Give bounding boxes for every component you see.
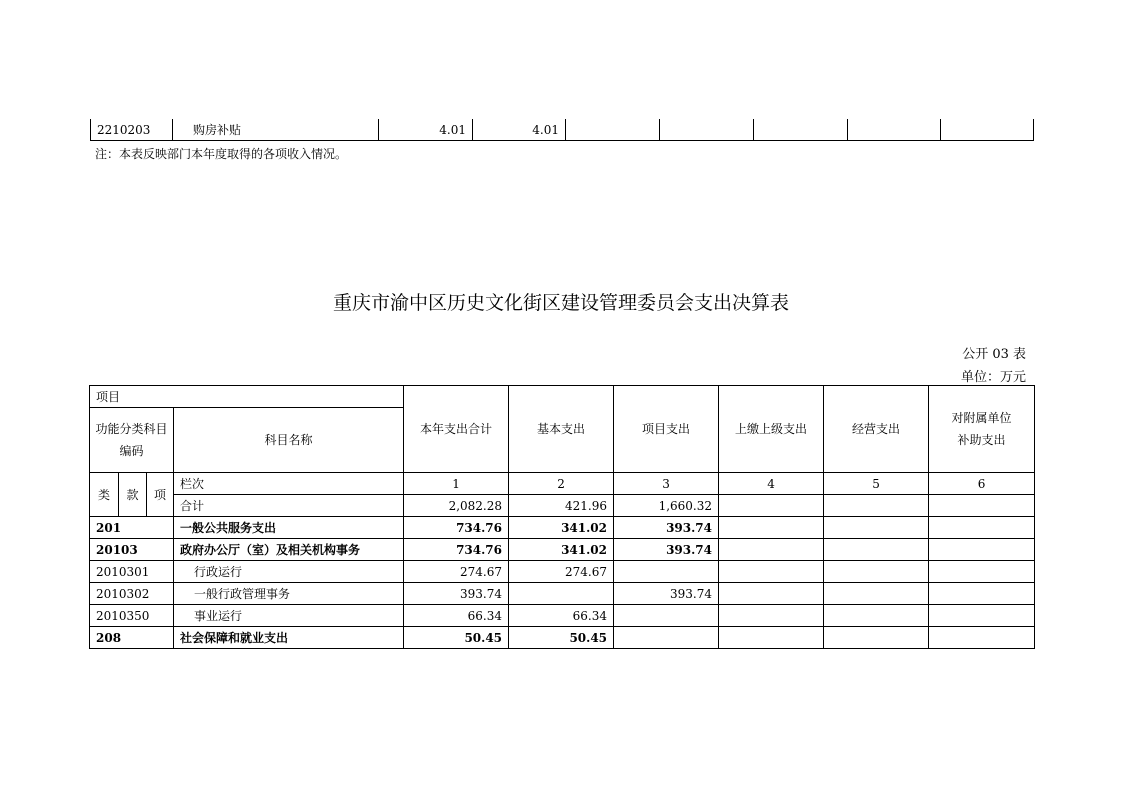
header-total: 本年支出合计 <box>404 386 509 473</box>
header-subsidy: 对附属单位补助支出 <box>929 386 1035 473</box>
project-value <box>614 605 719 627</box>
basic-value: 421.96 <box>509 495 614 517</box>
row-name: 政府办公厅（室）及相关机构事务 <box>174 539 404 561</box>
empty-cell <box>824 539 929 561</box>
empty-cell <box>929 605 1035 627</box>
project-value: 1,660.32 <box>614 495 719 517</box>
empty-cell <box>719 627 824 649</box>
project-value: 393.74 <box>614 539 719 561</box>
empty-cell <box>660 119 754 141</box>
row-name: 社会保障和就业支出 <box>174 627 404 649</box>
empty-cell <box>824 517 929 539</box>
empty-cell <box>929 517 1035 539</box>
project-value: 393.74 <box>614 517 719 539</box>
column-number: 5 <box>824 473 929 495</box>
column-number: 4 <box>719 473 824 495</box>
total-value: 734.76 <box>404 517 509 539</box>
header-upper: 上缴上级支出 <box>719 386 824 473</box>
row-name: 行政运行 <box>174 561 404 583</box>
header-column-label: 栏次 <box>174 473 404 495</box>
header-func-code: 功能分类科目编码 <box>90 408 174 473</box>
header-xiang: 项 <box>147 473 174 517</box>
table-row <box>90 517 1035 539</box>
basic-value: 274.67 <box>509 561 614 583</box>
row-code: 2010301 <box>90 561 174 583</box>
table-row <box>91 119 1034 141</box>
page-title: 重庆市渝中区历史文化街区建设管理委员会支出决算表 <box>332 292 789 314</box>
empty-cell <box>754 119 848 141</box>
column-number: 3 <box>614 473 719 495</box>
empty-cell <box>566 119 660 141</box>
total-value: 2,082.28 <box>404 495 509 517</box>
row-code: 20103 <box>90 539 174 561</box>
empty-cell <box>719 561 824 583</box>
table-note: 注：本表反映部门本年度取得的各项收入情况。 <box>95 147 348 161</box>
empty-cell <box>719 495 824 517</box>
row-name: 一般公共服务支出 <box>174 517 404 539</box>
empty-cell <box>848 119 941 141</box>
empty-cell <box>719 605 824 627</box>
project-value: 393.74 <box>614 583 719 605</box>
empty-cell <box>719 539 824 561</box>
row-value: 4.01 <box>473 119 566 141</box>
empty-cell <box>719 583 824 605</box>
table-row <box>90 561 1035 583</box>
column-number: 6 <box>929 473 1035 495</box>
row-name: 一般行政管理事务 <box>174 583 404 605</box>
empty-cell <box>719 517 824 539</box>
table-row <box>90 583 1035 605</box>
row-name: 购房补贴 <box>173 119 379 141</box>
empty-cell <box>929 539 1035 561</box>
project-value <box>614 561 719 583</box>
row-value: 4.01 <box>379 119 473 141</box>
table-row <box>90 605 1035 627</box>
column-number-row <box>90 473 1035 495</box>
expenditure-table <box>89 385 1035 649</box>
empty-cell <box>929 627 1035 649</box>
header-basic: 基本支出 <box>509 386 614 473</box>
form-number: 公开 03 表 <box>962 347 1026 362</box>
empty-cell <box>824 627 929 649</box>
empty-cell <box>824 495 929 517</box>
row-code: 208 <box>90 627 174 649</box>
row-code: 2210203 <box>91 119 173 141</box>
total-value: 274.67 <box>404 561 509 583</box>
total-value: 66.34 <box>404 605 509 627</box>
header-subject-name: 科目名称 <box>174 408 404 473</box>
total-row <box>90 495 1035 517</box>
row-code: 2010302 <box>90 583 174 605</box>
total-label: 合计 <box>174 495 404 517</box>
empty-cell <box>824 561 929 583</box>
basic-value: 341.02 <box>509 539 614 561</box>
header-business: 经营支出 <box>824 386 929 473</box>
total-value: 393.74 <box>404 583 509 605</box>
header-lei: 类 <box>90 473 119 517</box>
empty-cell <box>941 119 1034 141</box>
table-row <box>90 539 1035 561</box>
unit-label: 单位：万元 <box>960 370 1026 385</box>
empty-cell <box>929 495 1035 517</box>
previous-table-tail <box>90 119 1034 141</box>
basic-value <box>509 583 614 605</box>
total-value: 50.45 <box>404 627 509 649</box>
header-project-expenditure: 项目支出 <box>614 386 719 473</box>
empty-cell <box>824 605 929 627</box>
row-code: 201 <box>90 517 174 539</box>
basic-value: 50.45 <box>509 627 614 649</box>
header-project: 项目 <box>90 386 404 408</box>
row-code: 2010350 <box>90 605 174 627</box>
empty-cell <box>824 583 929 605</box>
row-name: 事业运行 <box>174 605 404 627</box>
column-number: 2 <box>509 473 614 495</box>
header-row <box>90 386 1035 408</box>
project-value <box>614 627 719 649</box>
basic-value: 66.34 <box>509 605 614 627</box>
table-row <box>90 627 1035 649</box>
header-kuan: 款 <box>119 473 147 517</box>
column-number: 1 <box>404 473 509 495</box>
total-value: 734.76 <box>404 539 509 561</box>
empty-cell <box>929 583 1035 605</box>
empty-cell <box>929 561 1035 583</box>
basic-value: 341.02 <box>509 517 614 539</box>
